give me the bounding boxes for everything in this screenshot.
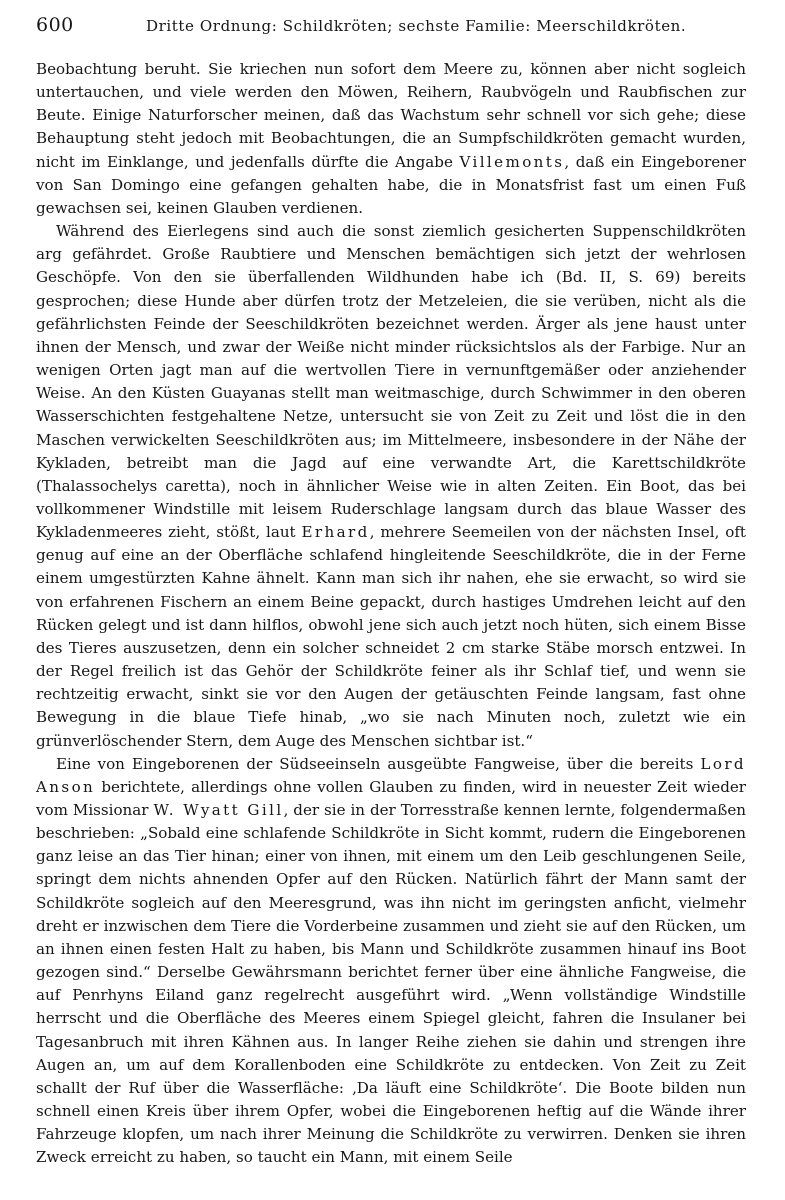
text-run: Beobachtung beruht. Sie kriechen nun sofort dem Meere zu, können aber nicht sogleich untertauchen, und viele werden den Möwen, Reihern, Raubvögeln und Raubfischen zur Beute. Einige Naturforscher meinen, daß das Wachstum sehr schnell vor sich gehe; diese Behauptung steht jedoch mit Beobachtungen, die an Sumpfschildkröten gemacht wurden, nicht im Einklange, und jedenfalls dürfte die Angabe [36, 60, 746, 171]
text-run: , daß ein Eingeborener von San Domingo eine gefangen gehalten habe, die in Monatsfrist fast um einen Fuß gewachsen sei, keinen Glauben verdienen. [36, 152, 747, 217]
author-name-villemont: Villemonts [459, 152, 565, 171]
author-name-wyatt-gill: W. Wyatt Gill [153, 801, 284, 819]
paragraph-2 [36, 220, 746, 753]
text-run: Eine von Eingeborenen der Südseeinseln ausgeübte Fangweise, über die bereits [56, 754, 701, 773]
text-run: , der sie in der Torresstraße kennen lernte, folgendermaßen beschrieben: „Sobald eine schlafende Schildkröte in Sicht kommt, rudern die Eingeborenen ganz leise an das Tier hinan; einer von ihnen, mit einem um den Leib geschlungenen Seile, springt dem nichts ahnenden Opfer auf den Rücken. Natürlich fährt der Mann samt der Schildkröte sogleich auf den Meeresgrund, was ihn nicht im geringsten anficht, vielmehr dreht er inzwischen dem Tiere die Vorderbeine zusammen und zieht sie auf den Rücken, um an ihnen einen festen Halt zu haben, bis Mann und Schildkröte zusammen hinauf ins Boot gezogen sind.“ Derselbe Gewährsmann berichtet ferner über eine ähnliche Fangweise, die auf Penrhyns Eiland ganz regelrecht ausgeführt wird. „Wenn vollständige Windstille herrscht und die Oberfläche des Meeres einem Spiegel gleicht, fahren die Insulaner bei Tagesanbruch mit ihren Kähnen aus. In langer Reihe ziehen sie dahin und strengen ihre Augen an, um auf dem Korallenboden eine Schildkröte zu entdecken. Von Zeit zu Zeit schallt der Ruf über die Wasserfläche: ‚Da läuft eine Schildkröte‘. Die Boote bilden nun schnell einen Kreis über ihrem Opfer, wobei die Eingeborenen heftig auf die Wände ihrer Fahrzeuge klopfen, um nach ihrer Meinung die Schildkröte zu verwirren. Denken sie ihren Zweck erreicht zu haben, so taucht ein Mann, mit einem Seile [36, 801, 746, 1167]
paragraph-1 [36, 58, 746, 220]
running-head: Dritte Ordnung: Schildkröten; sechste Familie: Meerschildkröten. [146, 17, 687, 35]
author-name-erhard: Erhard [301, 523, 370, 542]
author-name-lord-anson: Lord Anson [36, 754, 746, 796]
paragraph-3 [36, 753, 746, 1170]
text-run: , mehrere Seemeilen von der nächsten Insel, oft genug auf eine an der Oberfläche schlafend hingleitende Seeschildkröte, die in der Ferne einem umgestürzten Kahne ähnelt. Kann man sich ihr nahen, ehe sie erwacht, so wird sie von erfahrenen Fischern an einem Beine gepackt, durch hastiges Umdrehen leicht auf den Rücken gelegt und ist dann hilflos, obwohl jene sich auch jetzt noch hüten, sich einem Bisse des Tieres auszusetzen, denn ein solcher schneidet 2 cm starke Stäbe morsch entzwei. In der Regel freilich ist das Gehör der Schildkröte feiner als ihr Schlaf tief, und wenn sie rechtzeitig erwacht, sinkt sie vor den Augen der getäuschten Feinde langsam, fast ohne Bewegung in die blaue Tiefe hinab, „wo sie nach Minuten noch, zuletzt wie ein grünverlöschender Stern, dem Auge des Menschen sichtbar ist.“ [36, 523, 746, 750]
page-number: 600 [36, 14, 74, 36]
text-run: Während des Eierlegens sind auch die sonst ziemlich gesicherten Suppenschildkröten arg gefährdet. Große Raubtiere und Menschen bemächtigen sich jetzt der wehrlosen Geschöpfe. Von den sie überfallenden Wildhunden habe ich (Bd. II, S. 69) bereits gesprochen; diese Hunde aber dürfen trotz der Metzeleien, die sie verüben, nicht als die gefährlichsten Feinde der Seeschildkröten bezeichnet werden. Ärger als jene haust unter ihnen der Mensch, und zwar der Weiße nicht minder rücksichtslos als der Farbige. Nur an wenigen Orten jagt man auf die wertvollen Tiere in vernunftgemäßer oder anziehender Weise. An den Küsten Guayanas stellt man weitmaschige, durch Schwimmer in den oberen Wasserschichten festgehaltene Netze, untersucht sie von Zeit zu Zeit und löst die in den Maschen verwickelten Seeschildkröten aus; im Mittelmeere, insbesondere in der Nähe der Kykladen, betreibt man die Jagd auf eine verwandte Art, die Karettschildkröte (Thalassochelys caretta), noch in ähnlicher Weise wie in alten Zeiten. Ein Boot, das bei vollkommener Windstille mit leisem Ruderschlage langsam durch das blaue Wasser des Kykladenmeeres zieht, stößt, laut [36, 222, 746, 542]
page-header [36, 14, 747, 40]
body-text [36, 58, 746, 1170]
text-run: berichtete, allerdings ohne vollen Glauben zu finden, wird in neuester Zeit wieder vom Missionar [36, 777, 746, 819]
